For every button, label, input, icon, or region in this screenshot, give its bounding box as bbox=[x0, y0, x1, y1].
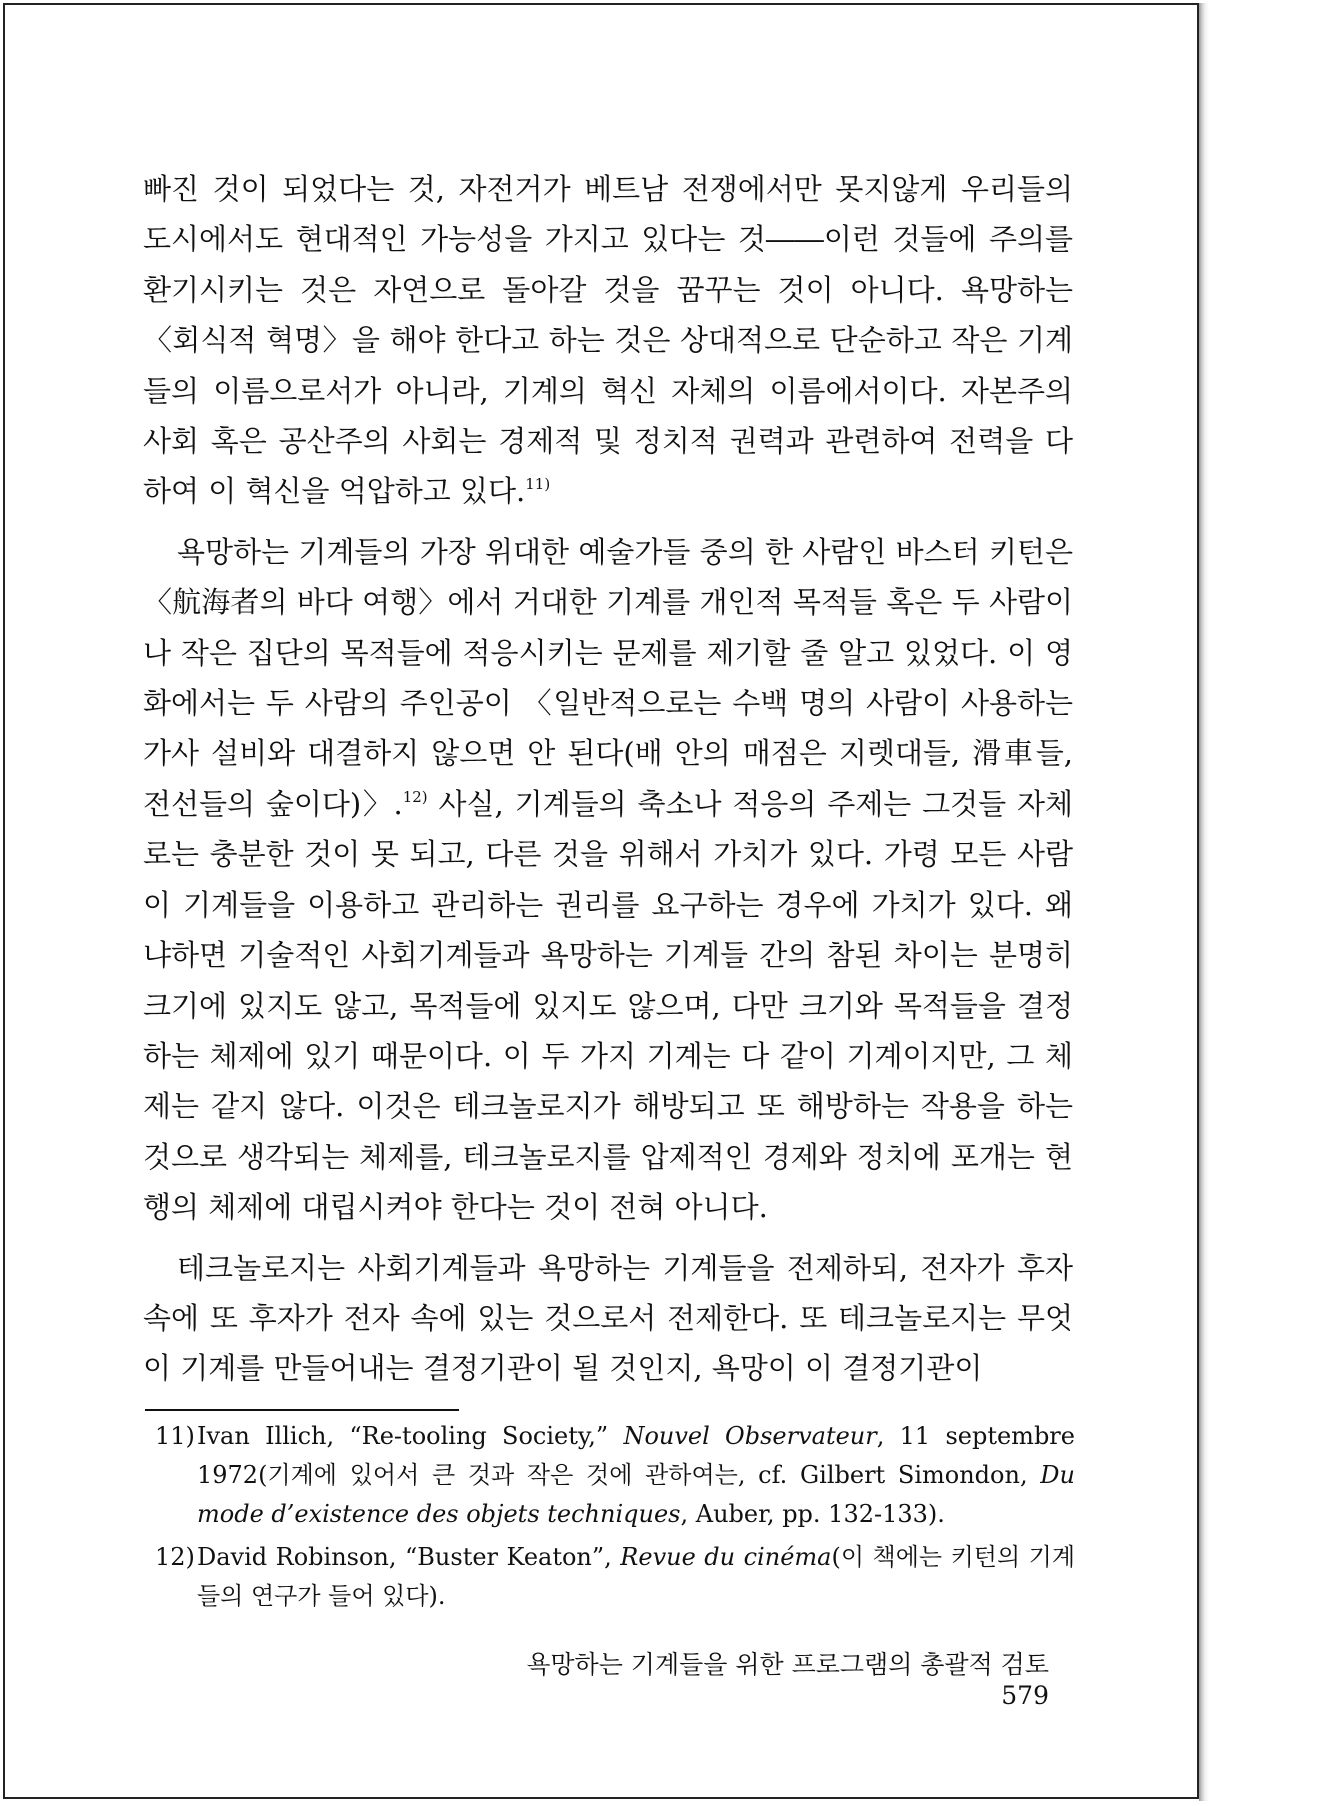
footnote-number: 12) bbox=[155, 1543, 195, 1571]
footnote-ref-12[interactable]: 12) bbox=[402, 787, 428, 806]
footnote-text: David Robinson, “Buster Keaton”, Revue du cinéma(이 책에는 키턴의 기계들의 연구가 들어 있다). bbox=[197, 1543, 1076, 1610]
footnote-ref-11[interactable]: 11) bbox=[525, 475, 551, 494]
book-page bbox=[3, 3, 1199, 1799]
footnote-number: 11) bbox=[155, 1422, 195, 1450]
footnote-text: Ivan Illich, “Re-tooling Society,” Nouvel Observateur, 11 septembre 1972(기계에 있어서 큰 것과 작은 것에 관하여는, cf. Gilbert Simondon, Du mode d’existence des objets techniques, Auber, pp. 132-133). bbox=[197, 1422, 1075, 1528]
body-text bbox=[143, 164, 1073, 1404]
paragraph-3: 테크놀로지는 사회기계들과 욕망하는 기계들을 전제하되, 전자가 후자 속에 또 후자가 전자 속에 있는 것으로서 전제한다. 또 테크놀로지는 무엇이 기계를 만들어내는 결정기관이 될 것인지, 욕망이 이 결정기관이 bbox=[143, 1250, 1073, 1386]
paragraph-2: 욕망하는 기계들의 가장 위대한 예술가들 중의 한 사람인 바스터 키턴은 〈航海者의 바다 여행〉에서 거대한 기계를 개인적 목적들 혹은 두 사람이나 작은 집단의 목적들에 적응시키는 문제를 제기할 줄 알고 있었다. 이 영화에서는 두 사람의 주인공이 〈일반적으로는 수백 명의 사람이 사용하는 가사 설비와 대결하지 않으면 안 된다(배 안의 매점은 지렛대들, 滑車들, 전선들의 숲이다)〉.$^{12)}$ 사실, 기계들의 축소나 적응의 주제는 그것들 자체로는 충분한 것이 못 되고, 다른 것을 위해서 가치가 있다. 가령 모든 사람이 기계들을 이용하고 관리하는 권리를 요구하는 경우에 가치가 있다. 왜냐하면 기술적인 사회기계들과 욕망하는 기계들 간의 참된 차이는 분명히 크기에 있지도 않고, 목적들에 있지도 않으며, 다만 크기와 목적들을 결정하는 체제에 있기 때문이다. 이 두 가지 기계는 다 같이 기계이지만, 그 체제는 같지 않다. 이것은 테크놀로지가 해방되고 또 해방하는 작용을 하는 것으로 생각되는 체제를, 테크놀로지를 압제적인 경제와 정치에 포개는 현행의 체제에 대립시켜야 한다는 것이 전혀 아니다. bbox=[143, 534, 1073, 1225]
footnotes bbox=[155, 1417, 1075, 1620]
footnote-12 bbox=[155, 1538, 1075, 1616]
page-edge-shadow bbox=[1199, 3, 1209, 1801]
page-number: 579 bbox=[1001, 1681, 1049, 1710]
footnote-separator bbox=[145, 1409, 459, 1411]
running-head bbox=[455, 1645, 1049, 1710]
running-head-title: 욕망하는 기계들을 위한 프로그램의 총괄적 검토 bbox=[526, 1650, 1049, 1679]
paragraph-1: 빠진 것이 되었다는 것, 자전거가 베트남 전쟁에서만 못지않게 우리들의 도시에서도 현대적인 가능성을 가지고 있다는 것――이런 것들에 주의를 환기시키는 것은 자연으로 돌아갈 것을 꿈꾸는 것이 아니다. 욕망하는 〈회식적 혁명〉을 해야 한다고 하는 것은 상대적으로 단순하고 작은 기계들의 이름으로서가 아니라, 기계의 혁신 자체의 이름에서이다. 자본주의 사회 혹은 공산주의 사회는 경제적 및 정치적 권력과 관련하여 전력을 다하여 이 혁신을 억압하고 있다.$^{11)}$ bbox=[143, 172, 1073, 509]
footnote-11 bbox=[155, 1417, 1075, 1534]
